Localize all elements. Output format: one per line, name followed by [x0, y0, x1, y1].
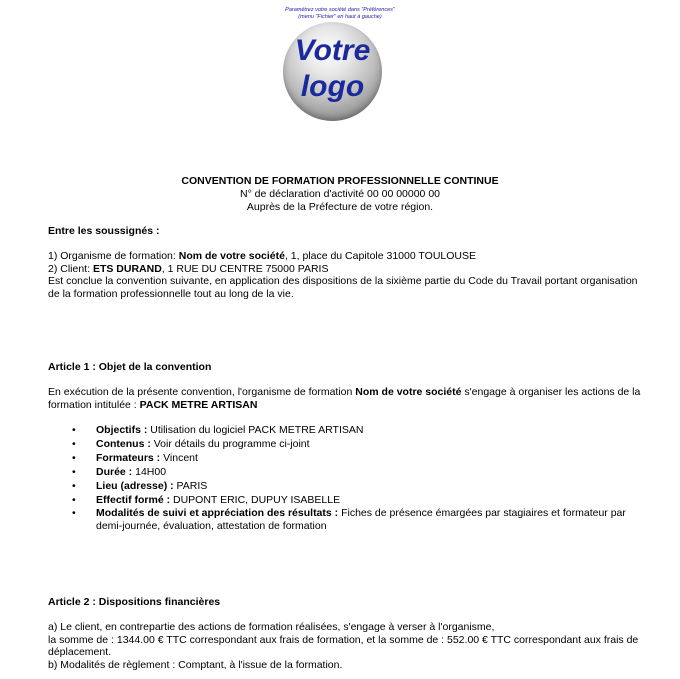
intro-org-name: Nom de votre société — [355, 386, 462, 398]
item-value: 14H00 — [132, 466, 167, 478]
org-name: Nom de votre société — [178, 250, 285, 262]
bullet-icon: • — [72, 494, 76, 506]
bullet-icon: • — [72, 466, 76, 478]
bullet-icon: • — [72, 438, 76, 450]
item-label: Effectif formé : — [96, 494, 171, 506]
item-value: Fiches de présence émargées par stagiaires et formateur par demi-journée, évaluation, attestation de formation — [96, 507, 626, 532]
client-line — [48, 263, 648, 276]
item-value: Utilisation du logiciel PACK METRE ARTISAN — [147, 424, 364, 436]
list-item — [48, 437, 648, 451]
client-name: ETS DURAND — [92, 262, 162, 275]
logo-text-line2: logo — [300, 70, 365, 103]
logo-hint-line2: (menu "Fichier" en haut à gauche) — [298, 14, 382, 20]
training-organization-line — [48, 250, 648, 263]
bullet-icon: • — [72, 507, 76, 519]
payment-terms-line: b) Modalités de règlement : Comptant, à l'issue de la formation. — [48, 658, 343, 671]
article1-heading: Article 1 : Objet de la convention — [48, 361, 212, 373]
item-value: Vincent — [160, 452, 198, 464]
org-address: , 1, place du Capitole 31000 TOULOUSE — [284, 250, 476, 262]
bullet-icon: • — [72, 424, 76, 436]
payment-line-a1: a) Le client, en contrepartie des actions de formation réalisées, s'engage à verser à l'organisme, — [48, 621, 495, 633]
declaration-number: N° de déclaration d'activité 00 00 00000 00 — [239, 188, 440, 200]
conclusion-paragraph: Est conclue la convention suivante, en application des dispositions de la sixième partie du Code du Travail portant organisation de la formation professionnelle tout au long de la vie. — [48, 275, 638, 300]
list-item — [48, 451, 648, 465]
bullet-icon: • — [72, 452, 76, 464]
item-label: Formateurs : — [96, 452, 161, 464]
article1-intro — [48, 386, 648, 411]
prefecture-line: Auprès de la Préfecture de votre région. — [246, 201, 434, 213]
item-value: Voir détails du programme ci-joint — [150, 438, 310, 450]
document-title: CONVENTION DE FORMATION PROFESSIONNELLE CONTINUE — [181, 175, 499, 187]
item-label: Modalités de suivi et appréciation des résultats : — [96, 507, 339, 519]
article2-heading: Article 2 : Dispositions financières — [48, 596, 221, 608]
list-item — [48, 479, 648, 493]
client-address: , 1 RUE DU CENTRE 75000 PARIS — [161, 262, 329, 275]
list-item — [48, 493, 648, 507]
list-item — [48, 423, 648, 437]
intro-training-title: PACK METRE ARTISAN — [139, 398, 258, 411]
org-prefix: 1) Organisme de formation: — [48, 250, 179, 262]
client-prefix: 2) Client: — [48, 262, 93, 275]
item-label: Objectifs : — [96, 424, 148, 436]
logo-hint — [240, 7, 440, 21]
item-label: Durée : — [96, 466, 133, 478]
parties-block — [48, 250, 648, 300]
list-item — [48, 465, 648, 479]
article1-list — [48, 423, 648, 533]
logo-text-line1: Votre — [294, 34, 371, 67]
document-header — [0, 175, 680, 214]
logo-hint-line1: Paramétrez votre société dans "Préférences" — [285, 7, 395, 13]
intro-text-a: En exécution de la présente convention, l'organisme de formation — [48, 386, 356, 398]
item-value: PARIS — [173, 480, 208, 492]
parties-heading: Entre les soussignés : — [48, 225, 160, 237]
payment-line-a2: la somme de : 1344.00 € TTC correspondant aux frais de formation, et la somme de : 552.00 € TTC correspondant aux frais de déplacement. — [48, 633, 639, 658]
list-item — [48, 507, 648, 533]
company-logo — [283, 22, 382, 121]
article2-body — [48, 621, 648, 671]
bullet-icon: • — [72, 480, 76, 492]
item-label: Lieu (adresse) : — [96, 480, 174, 492]
item-value: DUPONT ERIC, DUPUY ISABELLE — [170, 494, 341, 506]
item-label: Contenus : — [96, 438, 151, 450]
intro-text-b: s'engage à organiser les actions de la formation intitulée : — [48, 386, 641, 411]
